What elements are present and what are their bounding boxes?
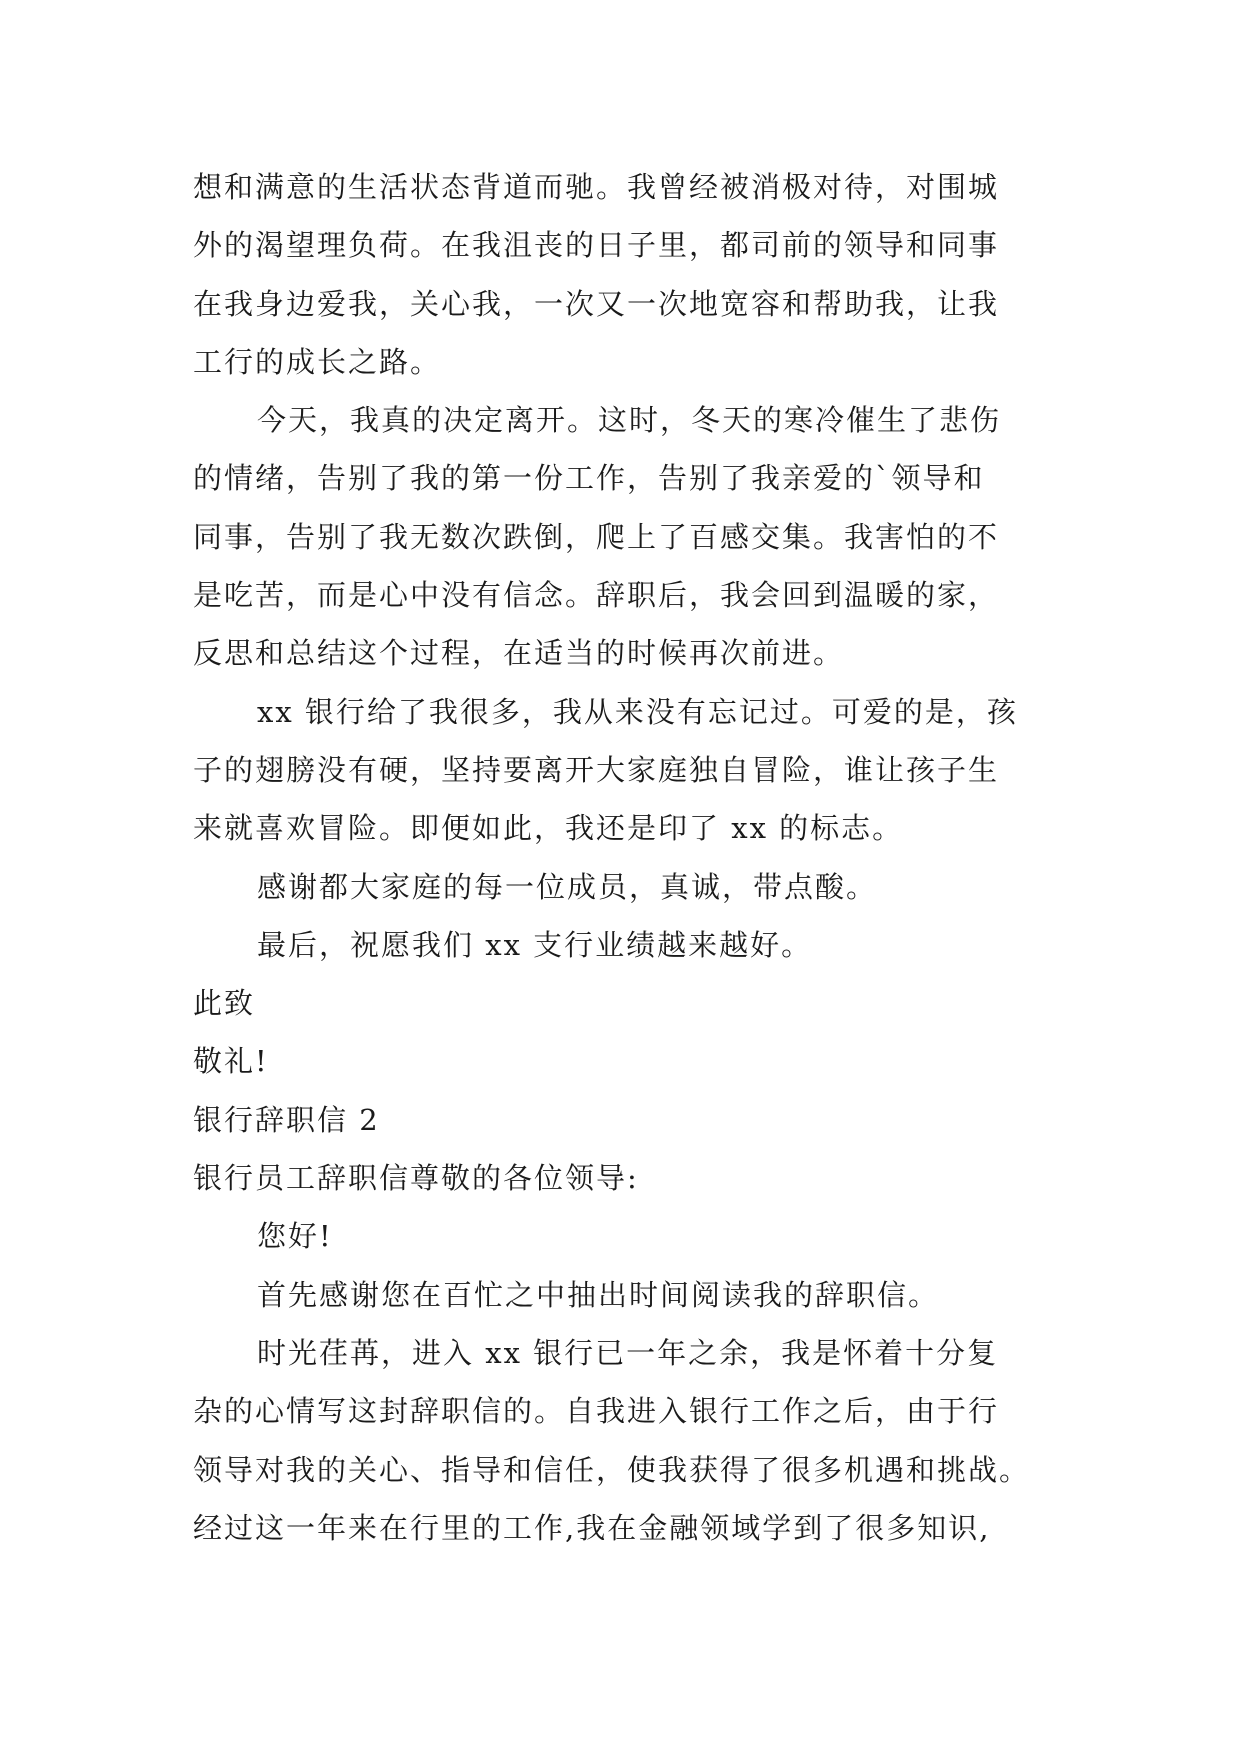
text-line: 银行员工辞职信尊敬的各位领导: [193,1161,639,1196]
text-line: 想和满意的生活状态背道而驰。我曾经被消极对待，对围城 [193,170,1000,204]
text-line: 此致 [193,986,256,1021]
text-line: 最后，祝愿我们 xx 支行业绩越来越好。 [257,927,813,962]
text-line: 您好! [257,1219,333,1254]
text-line: 时光荏苒，进入 xx 银行已一年之余，我是怀着十分复 [257,1335,999,1370]
text-line: 感谢都大家庭的每一位成员，真诚，带点酸。 [257,869,878,904]
text-line: 杂的心情写这封辞职信的。自我进入银行工作之后，由于行 [193,1394,1000,1429]
text-line: 外的渴望理负荷。在我沮丧的日子里，都司前的领导和同事 [193,228,1000,263]
text-line: 今天，我真的决定离开。这时，冬天的寒冷催生了悲伤 [257,403,1002,438]
text-line: 来就喜欢冒险。即便如此，我还是印了 xx 的标志。 [193,811,904,846]
text-line: 的情绪，告别了我的第一份工作，告别了我亲爱的`领导和 [193,461,985,496]
text-line: 领导对我的关心、指导和信任，使我获得了很多机遇和挑战。 [193,1452,1031,1487]
text-line: 首先感谢您在百忙之中抽出时间阅读我的辞职信。 [257,1277,940,1312]
text-line: xx 银行给了我很多，我从来没有忘记过。可爱的是，孩 [257,694,1018,729]
text-line: 敬礼! [193,1044,269,1079]
text-line: 工行的成长之路。 [193,344,442,379]
document-body [193,158,1048,1557]
text-line: 反思和总结这个过程，在适当的时候再次前进。 [193,636,845,671]
text-line: 是吃苦，而是心中没有信念。辞职后，我会回到温暖的家， [193,578,1000,613]
text-line: 在我身边爱我，关心我，一次又一次地宽容和帮助我，让我 [193,286,1000,321]
text-line: 同事，告别了我无数次跌倒，爬上了百感交集。我害怕的不 [193,519,1000,554]
text-line: 银行辞职信 2 [193,1102,380,1137]
text-line: 子的翅膀没有硬，坚持要离开大家庭独自冒险，谁让孩子生 [193,752,1000,787]
text-line: 经过这一年来在行里的工作,我在金融领域学到了很多知识, [193,1510,991,1545]
